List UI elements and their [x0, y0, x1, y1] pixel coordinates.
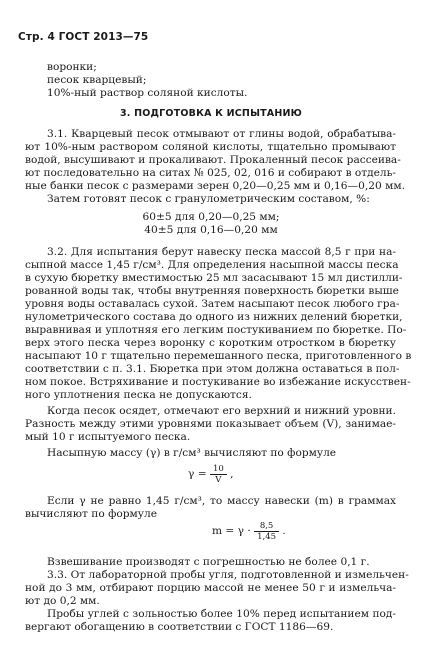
formula-tail: , — [230, 468, 234, 480]
paragraph-line: 3.1. Кварцевый песок отмывают от глины водой, обрабатыва- — [47, 128, 396, 140]
paragraph-line: Пробы углей с зольностью более 10% перед испытанием под- — [47, 608, 396, 620]
paragraph-line: Если γ не равно 1,45 г/см³, то массу навески (m) в граммах — [47, 495, 396, 507]
paragraph-line: соответствии с п. 3.1. Бюретка при этом должна оставаться в пол- — [25, 363, 400, 375]
paragraph-line: ные банки песок с размерами зерен 0,20—0,25 мм и 0,16—0,20 мм. — [25, 180, 405, 192]
list-item: 10%-ный раствор соляной кислоты. — [47, 87, 248, 99]
paragraph-line: мый 10 г испытуемого песка. — [25, 431, 191, 443]
paragraph-line: Насыпную массу (γ) в г/см³ вычисляют по формуле — [47, 447, 337, 459]
formula-tail: . — [282, 525, 286, 537]
paragraph-line: Взвешивание производят с погрешностью не более 0,1 г. — [47, 556, 370, 568]
fraction-denominator: V — [215, 474, 222, 485]
paragraph-line: в сухую бюретку вместимостью 25 мл засасывают 15 мл дистилли- — [25, 272, 403, 284]
paragraph-line: рованной воды так, чтобы внутренняя поверхность бюретки выше — [25, 285, 399, 297]
page-header: Стр. 4 ГОСТ 2013—75 — [18, 31, 149, 43]
fraction — [254, 521, 279, 542]
paragraph-line: 3.2. Для испытания берут навеску песка массой 8,5 г при на- — [47, 246, 396, 258]
formula-mass — [212, 519, 286, 543]
formula-lhs: m = γ · — [212, 525, 251, 537]
paragraph-line: вычисляют по формуле — [25, 508, 157, 520]
paragraph-line: Затем готовят песок с гранулометрическим составом, %: — [47, 193, 370, 205]
section-heading: 3. ПОДГОТОВКА К ИСПЫТАНИЮ — [119, 108, 303, 119]
paragraph-line: Разность между этими уровнями показывает объем (V), занимае- — [25, 418, 396, 430]
paragraph-line: вергают обогащению в соответствии с ГОСТ 1186—69. — [25, 621, 334, 633]
fraction-numerator: 8,5 — [254, 521, 279, 532]
paragraph-line: нулометрического состава до одного из нижних делений бюретки, — [25, 311, 403, 323]
paragraph-line: верх этого песка через воронку с коротким отростком в бюретку — [25, 337, 396, 349]
paragraph-line: ют 10%-ным раствором соляной кислоты, тщательно промывают — [25, 141, 396, 153]
paragraph-line: водой, высушивают и прокаливают. Прокаленный песок рассеива- — [25, 154, 401, 166]
list-item: воронки; — [47, 61, 97, 73]
paragraph-line: Когда песок осядет, отмечают его верхний и нижний уровни. — [47, 405, 396, 417]
fraction-numerator: 10 — [210, 464, 227, 475]
paragraph-line: уровня воды оставалась сухой. Затем насыпают песок любого гра- — [25, 298, 400, 310]
list-item: песок кварцевый; — [47, 74, 147, 86]
paragraph-line: 3.3. От лабораторной пробы угля, подготовленной и измельчен- — [47, 569, 409, 581]
composition-line: 40±5 для 0,16—0,20 мм — [144, 224, 278, 236]
paragraph-line: ного уплотнения песка не допускаются. — [25, 389, 252, 401]
paragraph-line: ют до 0,2 мм. — [25, 595, 100, 607]
paragraph-line: сыпной массе 1,45 г/см³. Для определения насыпной массы песка — [25, 259, 399, 271]
paragraph-line: насыпают 10 г тщательно перемешанного песка, приготовленного в — [25, 350, 412, 362]
fraction — [210, 464, 227, 485]
fraction-denominator: 1,45 — [257, 531, 277, 542]
composition-line: 60±5 для 0,20—0,25 мм; — [142, 211, 280, 223]
paragraph-line: ном покое. Встряхивание и постукивание во избежание искусствен- — [25, 376, 411, 388]
formula-gamma — [188, 462, 234, 486]
paragraph-line: ют последовательно на ситах № 025, 02, 016 и собирают в отдель- — [25, 167, 397, 179]
paragraph-line: выравнивая и уплотняя его легким постукиванием по бюретке. По- — [25, 324, 407, 336]
paragraph-line: ной до 3 мм, отбирают порцию массой не менее 50 г и измельча- — [25, 582, 396, 594]
formula-lhs: γ = — [188, 468, 207, 480]
